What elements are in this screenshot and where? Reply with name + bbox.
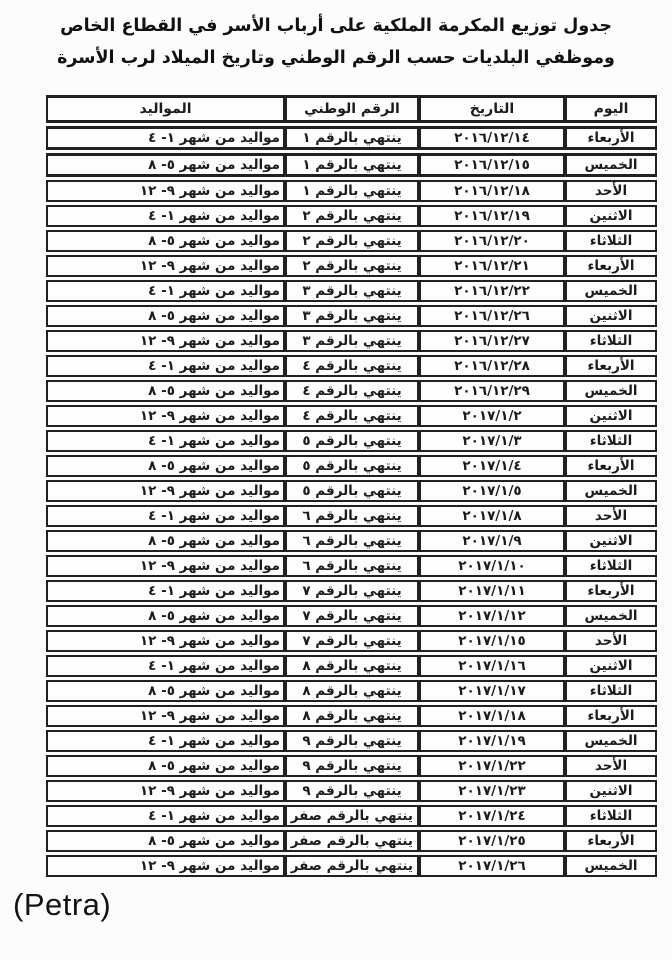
table-row [46,705,657,727]
cell-national-number: ينتهي بالرقم ٤ [285,380,419,402]
cell-day: الخميس [565,280,657,302]
cell-national-number: ينتهي بالرقم ٦ [285,555,419,577]
cell-births: مواليد من شهر ٥- ٨ [46,680,285,702]
cell-national-number: ينتهي بالرقم ٨ [285,705,419,727]
table-row [46,605,657,627]
table-row [46,755,657,777]
cell-day: الثلاثاء [565,805,657,827]
cell-day: الأربعاء [565,705,657,727]
cell-day: الثلاثاء [565,680,657,702]
cell-national-number: ينتهي بالرقم ٦ [285,530,419,552]
cell-national-number: ينتهي بالرقم ٥ [285,430,419,452]
cell-births: مواليد من شهر ١- ٤ [46,355,285,377]
cell-births: مواليد من شهر ٩- ١٢ [46,780,285,802]
cell-day: الخميس [565,730,657,752]
table-row [46,255,657,277]
cell-date: ٢٠١٧/١/٢ [419,405,565,427]
cell-date: ٢٠١٧/١/٢٥ [419,830,565,852]
cell-births: مواليد من شهر ٥- ٨ [46,380,285,402]
cell-day: الأربعاء [565,355,657,377]
cell-births: مواليد من شهر ٩- ١٢ [46,630,285,652]
cell-national-number: ينتهي بالرقم ٢ [285,205,419,227]
table-row [46,230,657,252]
cell-day: الخميس [565,480,657,502]
table-row [46,855,657,877]
cell-day: الاثنين [565,305,657,327]
table-row [46,655,657,677]
cell-day: الثلاثاء [565,430,657,452]
table-row [46,580,657,602]
cell-date: ٢٠١٧/١/٥ [419,480,565,502]
table-row [46,180,657,202]
cell-national-number: ينتهي بالرقم ٣ [285,280,419,302]
table-row [46,380,657,402]
table-row [46,305,657,327]
cell-day: الأربعاء [565,255,657,277]
cell-day: الخميس [565,605,657,627]
cell-national-number: ينتهي بالرقم ٣ [285,330,419,352]
cell-date: ٢٠١٧/١/١٩ [419,730,565,752]
column-header-day: اليوم [565,95,657,123]
table-row [46,555,657,577]
cell-national-number: ينتهي بالرقم ٤ [285,405,419,427]
column-header-births: المواليد [46,95,285,123]
cell-births: مواليد من شهر ٩- ١٢ [46,330,285,352]
cell-births: مواليد من شهر ٩- ١٢ [46,255,285,277]
cell-national-number: ينتهي بالرقم ٥ [285,480,419,502]
cell-date: ٢٠١٧/١/٩ [419,530,565,552]
column-header-date: التاريخ [419,95,565,123]
cell-births: مواليد من شهر ٥- ٨ [46,230,285,252]
table-row [46,280,657,302]
cell-date: ٢٠١٧/١/٢٢ [419,755,565,777]
cell-day: الثلاثاء [565,555,657,577]
cell-births: مواليد من شهر ١- ٤ [46,126,285,150]
cell-day: الخميس [565,855,657,877]
cell-national-number: ينتهي بالرقم ٣ [285,305,419,327]
cell-national-number: ينتهي بالرقم ١ [285,153,419,177]
table-row [46,126,657,150]
cell-national-number: ينتهي بالرقم ٦ [285,505,419,527]
cell-day: الاثنين [565,530,657,552]
cell-date: ٢٠١٧/١/١٧ [419,680,565,702]
cell-national-number: ينتهي بالرقم ٧ [285,630,419,652]
table-row [46,430,657,452]
source-credit: (Petra) [13,886,112,922]
cell-day: الأربعاء [565,455,657,477]
cell-day: الأربعاء [565,126,657,150]
cell-national-number: ينتهي بالرقم ٨ [285,680,419,702]
table-row [46,780,657,802]
cell-date: ٢٠١٧/١/٤ [419,455,565,477]
cell-national-number: ينتهي بالرقم ٩ [285,730,419,752]
cell-date: ٢٠١٦/١٢/٢٨ [419,355,565,377]
cell-day: الأحد [565,505,657,527]
cell-date: ٢٠١٧/١/٢٣ [419,780,565,802]
cell-date: ٢٠١٦/١٢/١٨ [419,180,565,202]
cell-day: الثلاثاء [565,230,657,252]
table-row [46,355,657,377]
cell-births: مواليد من شهر ٩- ١٢ [46,705,285,727]
table-row [46,505,657,527]
cell-national-number: ينتهي بالرقم ٧ [285,580,419,602]
table-row [46,730,657,752]
table-row [46,530,657,552]
cell-births: مواليد من شهر ٩- ١٢ [46,555,285,577]
table-row [46,153,657,177]
cell-births: مواليد من شهر ٥- ٨ [46,605,285,627]
column-header-national-number: الرقم الوطني [285,95,419,123]
cell-day: الاثنين [565,405,657,427]
cell-day: الأربعاء [565,830,657,852]
cell-day: الخميس [565,153,657,177]
cell-national-number: ينتهي بالرقم ٧ [285,605,419,627]
cell-national-number: ينتهي بالرقم ١ [285,180,419,202]
cell-births: مواليد من شهر ١- ٤ [46,730,285,752]
cell-date: ٢٠١٦/١٢/١٥ [419,153,565,177]
table-header-row [46,95,657,123]
cell-day: الاثنين [565,780,657,802]
table-row [46,830,657,852]
cell-births: مواليد من شهر ١- ٤ [46,505,285,527]
cell-national-number: ينتهي بالرقم ٤ [285,355,419,377]
cell-date: ٢٠١٧/١/٣ [419,430,565,452]
cell-date: ٢٠١٧/١/٢٦ [419,855,565,877]
cell-date: ٢٠١٦/١٢/٢٢ [419,280,565,302]
cell-births: مواليد من شهر ١- ٤ [46,280,285,302]
cell-date: ٢٠١٧/١/٨ [419,505,565,527]
cell-date: ٢٠١٧/١/١٨ [419,705,565,727]
cell-date: ٢٠١٧/١/١٥ [419,630,565,652]
cell-national-number: ينتهي بالرقم ٩ [285,780,419,802]
table-row [46,480,657,502]
cell-births: مواليد من شهر ٩- ١٢ [46,405,285,427]
cell-date: ٢٠١٦/١٢/٢٠ [419,230,565,252]
title-line-1: جدول توزيع المكرمة الملكية على أرباب الأسر في القطاع الخاص [60,16,612,36]
cell-births: مواليد من شهر ١- ٤ [46,430,285,452]
cell-date: ٢٠١٧/١/١١ [419,580,565,602]
table-row [46,405,657,427]
cell-day: الأحد [565,180,657,202]
cell-national-number: ينتهي بالرقم ١ [285,126,419,150]
cell-national-number: ينتهي بالرقم صفر [285,855,419,877]
cell-births: مواليد من شهر ٥- ٨ [46,305,285,327]
cell-national-number: ينتهي بالرقم ٩ [285,755,419,777]
cell-births: مواليد من شهر ٩- ١٢ [46,480,285,502]
cell-births: مواليد من شهر ٩- ١٢ [46,180,285,202]
cell-national-number: ينتهي بالرقم ٢ [285,230,419,252]
cell-date: ٢٠١٦/١٢/١٩ [419,205,565,227]
cell-day: الاثنين [565,205,657,227]
cell-day: الاثنين [565,655,657,677]
table-row [46,205,657,227]
cell-births: مواليد من شهر ٥- ٨ [46,755,285,777]
cell-national-number: ينتهي بالرقم ٥ [285,455,419,477]
cell-day: الأحد [565,755,657,777]
document-title [0,0,672,75]
cell-births: مواليد من شهر ١- ٤ [46,805,285,827]
cell-births: مواليد من شهر ٩- ١٢ [46,855,285,877]
cell-day: الثلاثاء [565,330,657,352]
cell-births: مواليد من شهر ٥- ٨ [46,530,285,552]
cell-day: الأحد [565,630,657,652]
cell-date: ٢٠١٧/١/١٠ [419,555,565,577]
cell-national-number: ينتهي بالرقم صفر [285,805,419,827]
distribution-schedule-table [46,92,657,880]
cell-date: ٢٠١٦/١٢/٢٧ [419,330,565,352]
cell-date: ٢٠١٦/١٢/٢٦ [419,305,565,327]
cell-births: مواليد من شهر ٥- ٨ [46,455,285,477]
cell-date: ٢٠١٧/١/٢٤ [419,805,565,827]
cell-births: مواليد من شهر ١- ٤ [46,205,285,227]
cell-national-number: ينتهي بالرقم صفر [285,830,419,852]
cell-births: مواليد من شهر ١- ٤ [46,580,285,602]
table-row [46,680,657,702]
cell-national-number: ينتهي بالرقم ٨ [285,655,419,677]
title-line-2: وموظفي البلديات حسب الرقم الوطني وتاريخ الميلاد لرب الأسرة [57,48,615,69]
cell-national-number: ينتهي بالرقم ٢ [285,255,419,277]
cell-date: ٢٠١٧/١/١٢ [419,605,565,627]
cell-date: ٢٠١٦/١٢/٢١ [419,255,565,277]
table-row [46,805,657,827]
table-row [46,630,657,652]
cell-day: الخميس [565,380,657,402]
cell-date: ٢٠١٦/١٢/٢٩ [419,380,565,402]
cell-births: مواليد من شهر ٥- ٨ [46,153,285,177]
table-row [46,330,657,352]
cell-date: ٢٠١٦/١٢/١٤ [419,126,565,150]
table-row [46,455,657,477]
cell-births: مواليد من شهر ١- ٤ [46,655,285,677]
cell-births: مواليد من شهر ٥- ٨ [46,830,285,852]
cell-day: الأربعاء [565,580,657,602]
cell-date: ٢٠١٧/١/١٦ [419,655,565,677]
